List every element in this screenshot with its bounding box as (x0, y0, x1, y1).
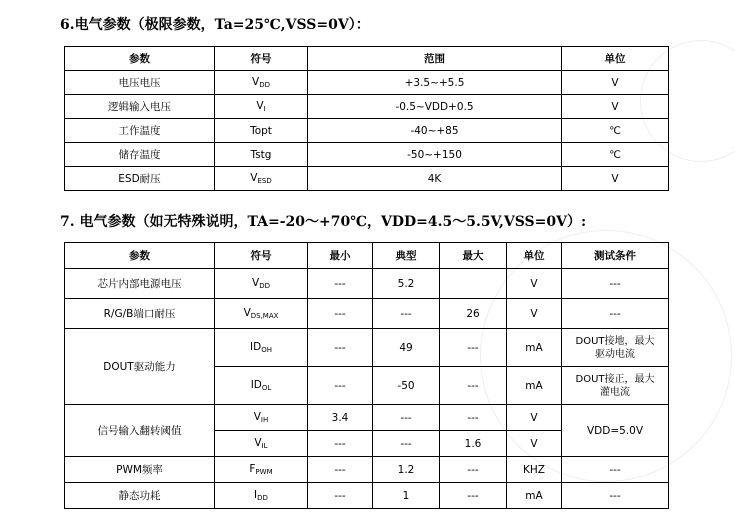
param-cell: 工作温度 (65, 119, 215, 143)
range-cell: -0.5~VDD+0.5 (308, 95, 562, 119)
max-cell: --- (440, 329, 507, 367)
max-cell: 26 (440, 299, 507, 329)
param-cell: PWM频率 (65, 457, 215, 483)
condition-cell: DOUT接正，最大 灌电流 (562, 367, 669, 405)
min-cell: --- (308, 457, 373, 483)
condition-cell: DOUT接地，最大 驱动电流 (562, 329, 669, 367)
param-cell: 逻辑输入电压 (65, 95, 215, 119)
header-param: 参数 (65, 243, 215, 269)
min-cell: --- (308, 269, 373, 299)
unit-cell: ℃ (562, 119, 669, 143)
header-max: 最大 (440, 243, 507, 269)
table-row (65, 167, 669, 191)
header-unit: 单位 (562, 47, 669, 71)
max-cell: --- (440, 405, 507, 431)
param-cell: 电压电压 (65, 71, 215, 95)
header-condition: 测试条件 (562, 243, 669, 269)
typ-cell: 1.2 (373, 457, 440, 483)
table-row (65, 269, 669, 299)
condition-cell: VDD=5.0V (562, 405, 669, 457)
param-cell: 信号输入翻转阈值 (65, 405, 215, 457)
table-row (65, 457, 669, 483)
max-cell: --- (440, 367, 507, 405)
max-cell: --- (440, 483, 507, 509)
typ-cell: 1 (373, 483, 440, 509)
typ-cell: 5.2 (373, 269, 440, 299)
typ-cell: --- (373, 431, 440, 457)
unit-cell: ℃ (562, 143, 669, 167)
symbol-cell: $V_{DD}$ (215, 71, 308, 95)
unit-cell: mA (507, 483, 562, 509)
unit-cell: KHZ (507, 457, 562, 483)
param-cell: 芯片内部电源电压 (65, 269, 215, 299)
unit-cell: V (562, 167, 669, 191)
symbol-cell: $V_{IL}$ (215, 431, 308, 457)
symbol-cell: $V_{DS,MAX}$ (215, 299, 308, 329)
param-cell: DOUT驱动能力 (65, 329, 215, 405)
unit-cell: V (507, 269, 562, 299)
min-cell: 3.4 (308, 405, 373, 431)
table-header-row (65, 243, 669, 269)
table-row (65, 119, 669, 143)
range-cell: -40~+85 (308, 119, 562, 143)
range-cell: +3.5~+5.5 (308, 71, 562, 95)
header-unit: 单位 (507, 243, 562, 269)
header-typ: 典型 (373, 243, 440, 269)
symbol-cell: $V_I$ (215, 95, 308, 119)
header-range: 范围 (308, 47, 562, 71)
min-cell: --- (308, 483, 373, 509)
symbol-cell: $ID_{OH}$ (215, 329, 308, 367)
max-cell: 1.6 (440, 431, 507, 457)
header-symbol: 符号 (215, 243, 308, 269)
symbol-cell: $V_{ESD}$ (215, 167, 308, 191)
condition-cell: --- (562, 299, 669, 329)
condition-cell: --- (562, 457, 669, 483)
table-row (65, 483, 669, 509)
param-cell: R/G/B端口耐压 (65, 299, 215, 329)
param-cell: 静态功耗 (65, 483, 215, 509)
typ-cell: --- (373, 405, 440, 431)
typ-cell: --- (373, 299, 440, 329)
table-row (65, 95, 669, 119)
unit-cell: mA (507, 329, 562, 367)
header-symbol: 符号 (215, 47, 308, 71)
symbol-cell: Tstg (215, 143, 308, 167)
condition-cell: --- (562, 483, 669, 509)
section2-title: 7. 电气参数（如无特殊说明，TA=-20～+70℃，VDD=4.5～5.5V,VSS=0V）: (60, 214, 587, 230)
header-min: 最小 (308, 243, 373, 269)
table-row (65, 71, 669, 95)
table-row (65, 405, 669, 431)
param-cell: 储存温度 (65, 143, 215, 167)
min-cell: --- (308, 329, 373, 367)
min-cell: --- (308, 367, 373, 405)
unit-cell: V (562, 95, 669, 119)
range-cell: -50~+150 (308, 143, 562, 167)
unit-cell: mA (507, 367, 562, 405)
electrical-params-table (64, 242, 669, 509)
table-row (65, 143, 669, 167)
param-cell: ESD耐压 (65, 167, 215, 191)
symbol-cell: $V_{DD}$ (215, 269, 308, 299)
min-cell: --- (308, 299, 373, 329)
symbol-cell: $I_{DD}$ (215, 483, 308, 509)
unit-cell: V (507, 405, 562, 431)
typ-cell: -50 (373, 367, 440, 405)
symbol-cell: $ID_{OL}$ (215, 367, 308, 405)
header-param: 参数 (65, 47, 215, 71)
typ-cell: 49 (373, 329, 440, 367)
min-cell: --- (308, 431, 373, 457)
table-row (65, 299, 669, 329)
range-cell: 4K (308, 167, 562, 191)
table-header-row (65, 47, 669, 71)
section1-title: 6.电气参数（极限参数，Ta=25℃,VSS=0V）： (60, 17, 370, 33)
symbol-cell: Topt (215, 119, 308, 143)
symbol-cell: $F_{PWM}$ (215, 457, 308, 483)
absolute-max-table (64, 46, 669, 191)
unit-cell: V (562, 71, 669, 95)
symbol-cell: $V_{IH}$ (215, 405, 308, 431)
unit-cell: V (507, 299, 562, 329)
table-row (65, 329, 669, 367)
max-cell (440, 269, 507, 299)
condition-cell: --- (562, 269, 669, 299)
unit-cell: V (507, 431, 562, 457)
max-cell: --- (440, 457, 507, 483)
